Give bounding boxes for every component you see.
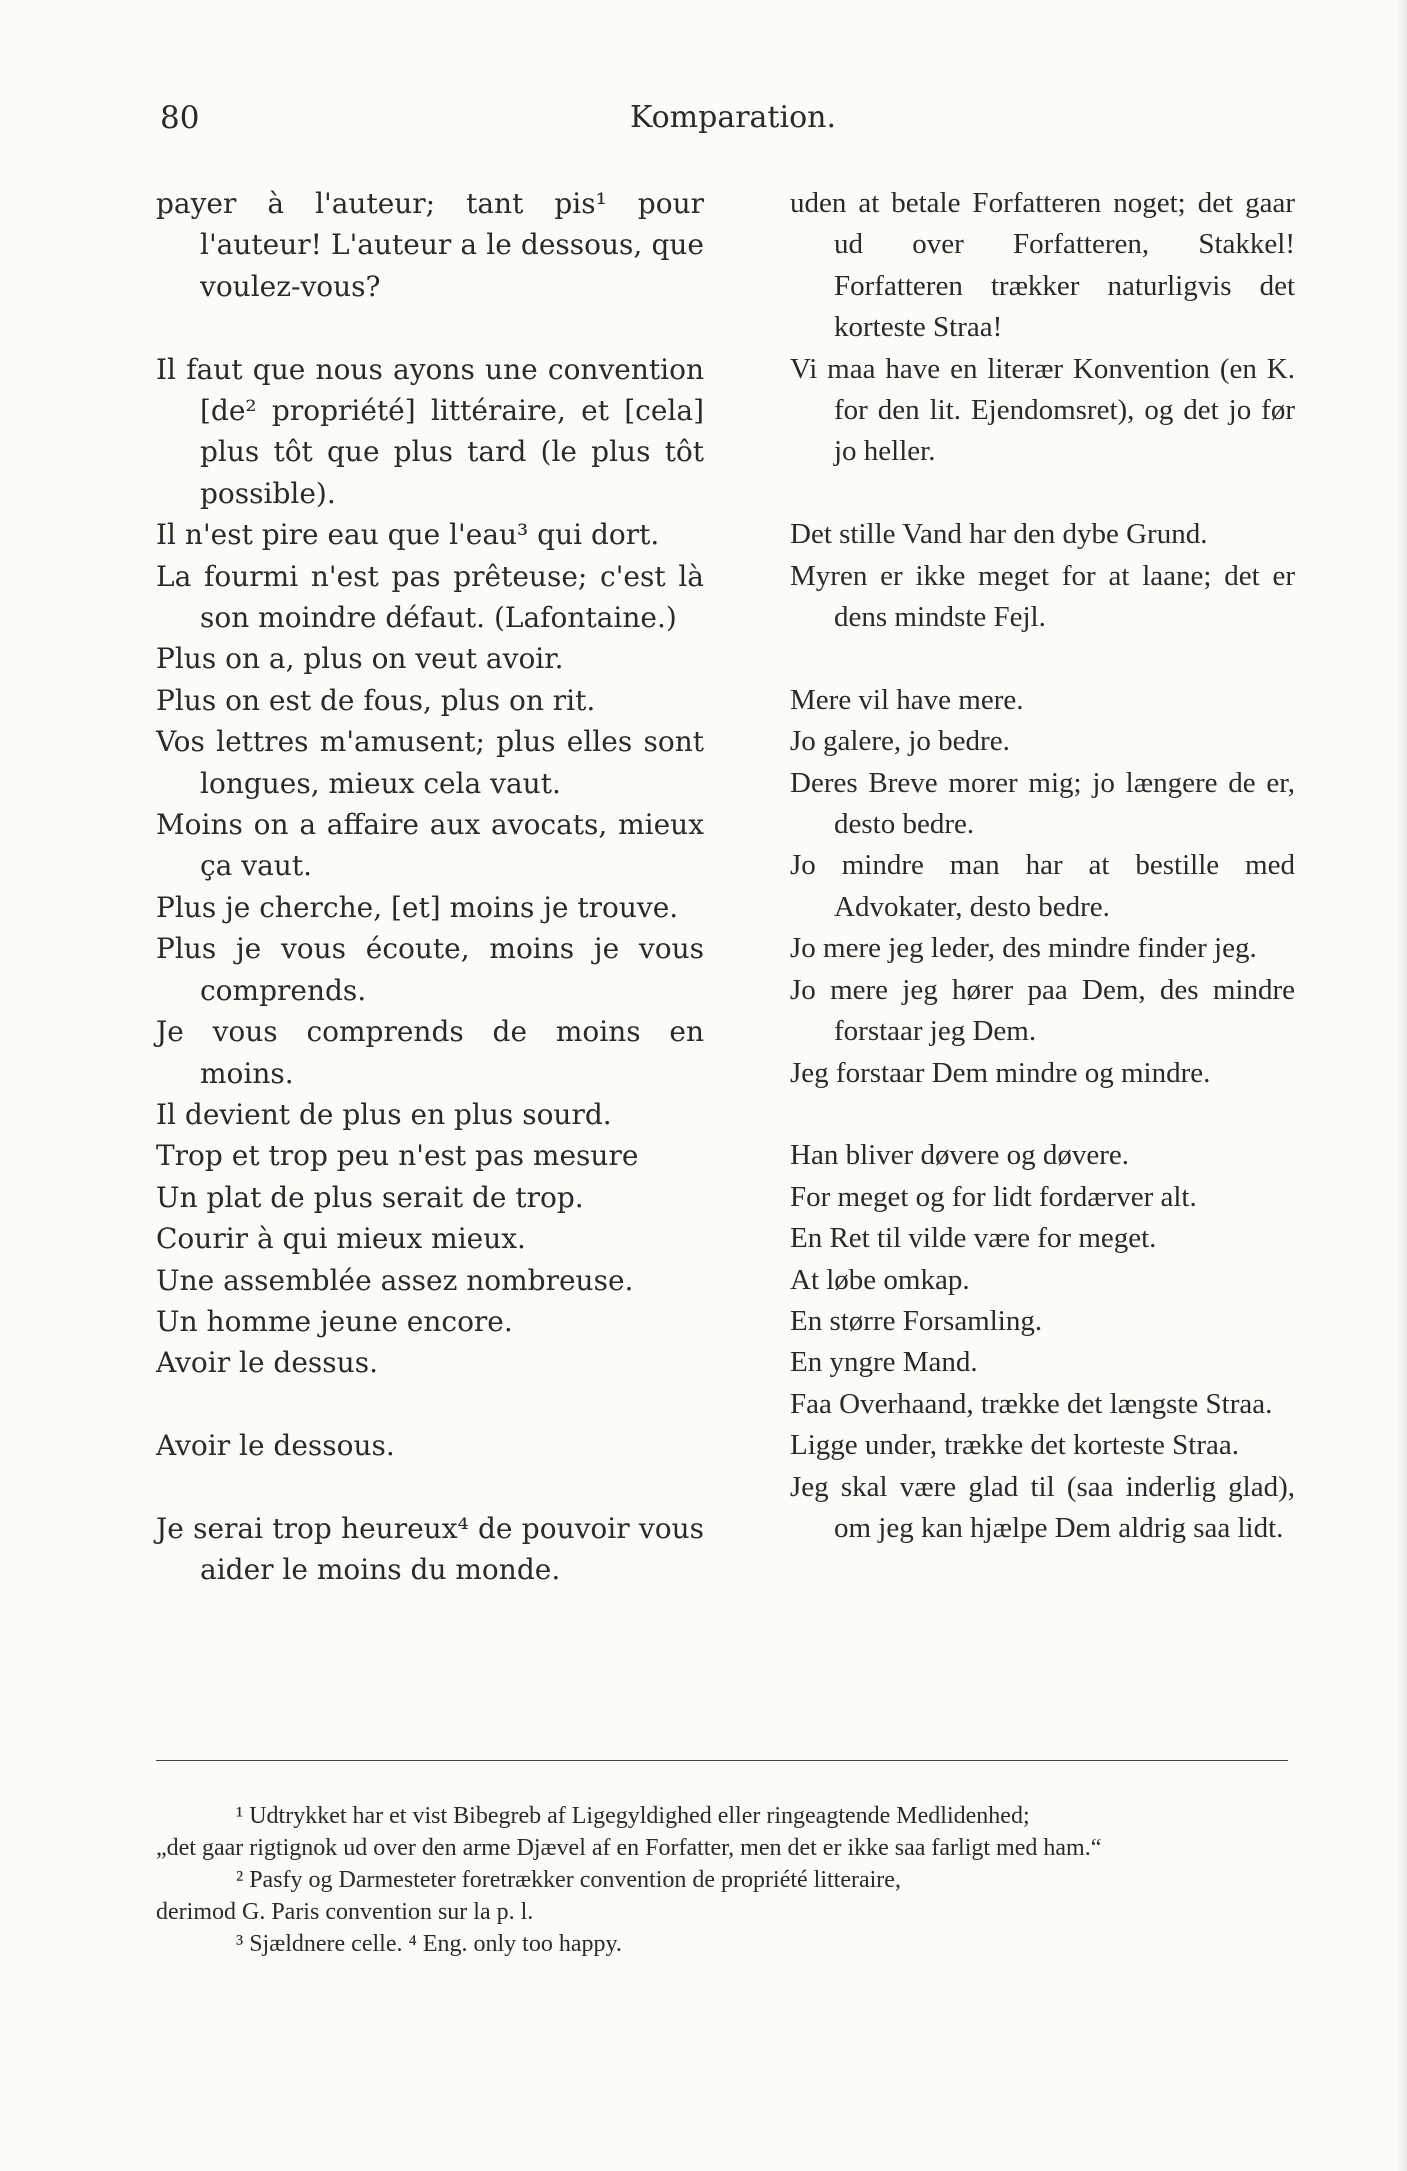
left-entry: Plus je vous écoute, moins je vous comprends. — [156, 932, 704, 1007]
footnote-divider — [156, 1760, 1288, 1761]
blank-line — [156, 307, 704, 348]
blank-line — [790, 1094, 1295, 1135]
page-header — [160, 100, 1290, 150]
right-entry: Vi maa have en literær Konvention (en K. for den lit. Ejendomsret), og det jo før jo heller. — [790, 352, 1295, 468]
left-entry: Vos lettres m'amusent; plus elles sont longues, mieux cela vaut. — [156, 725, 704, 800]
left-entry: Une assemblée assez nombreuse. — [156, 1263, 634, 1297]
right-entry: Ligge under, trække det korteste Straa. — [790, 1429, 1240, 1462]
right-entry: Jeg skal være glad til (saa inderlig glad), om jeg kan hjælpe Dem aldrig saa lidt. — [790, 1470, 1295, 1544]
left-entry: Il n'est pire eau que l'eau³ qui dort. — [156, 518, 660, 552]
footnote-3-4: ³ Sjældnere celle. ⁴ Eng. only too happy. — [236, 1931, 622, 1957]
right-entry: Det stille Vand har den dybe Grund. — [790, 518, 1208, 551]
right-entry: En større Forsamling. — [790, 1304, 1043, 1337]
running-title: Komparation. — [630, 100, 837, 135]
right-entry: Jo mere jeg hører paa Dem, des mindre forstaar jeg Dem. — [790, 973, 1295, 1048]
right-entry: Jo mere jeg leder, des mindre finder jeg. — [790, 932, 1257, 965]
left-entry: Courir à qui mieux mieux. — [156, 1222, 526, 1256]
left-entry: Moins on a affaire aux avocats, mieux ça vaut. — [156, 808, 704, 883]
right-entry: Jo galere, jo bedre. — [790, 725, 1010, 758]
left-entry: La fourmi n'est pas prêteuse; c'est là son moindre défaut. (Lafontaine.) — [156, 559, 704, 635]
right-entry: En yngre Mand. — [790, 1346, 978, 1379]
page-edge — [1397, 0, 1407, 2171]
footnote-2-continuation: derimod G. Paris convention sur la p. l. — [156, 1899, 534, 1925]
left-entry: Il devient de plus en plus sourd. — [156, 1097, 612, 1131]
left-entry: payer à l'auteur; tant pis¹ pour l'auteur! L'auteur a le dessous, que voulez-vous? — [156, 187, 704, 303]
blank-line — [790, 638, 1295, 679]
left-entry: Plus je cherche, [et] moins je trouve. — [156, 890, 679, 924]
left-entry: Je serai trop heureux⁴ de pouvoir vous aider le moins du monde. — [156, 1511, 704, 1587]
right-column-danish — [790, 183, 1295, 1549]
right-entry: Jeg forstaar Dem mindre og mindre. — [790, 1056, 1211, 1089]
left-entry: Avoir le dessus. — [156, 1346, 378, 1380]
page-number: 80 — [160, 100, 200, 136]
right-entry: At løbe omkap. — [790, 1263, 970, 1296]
left-entry: Plus on est de fous, plus on rit. — [156, 683, 596, 717]
right-entry: Deres Breve morer mig; jo længere de er, desto bedre. — [790, 766, 1295, 841]
left-entry: Plus on a, plus on veut avoir. — [156, 642, 564, 676]
right-entry: Mere vil have mere. — [790, 683, 1024, 716]
left-entry: Avoir le dessous. — [156, 1429, 395, 1463]
right-entry: For meget og for lidt fordærver alt. — [790, 1180, 1197, 1213]
blank-line — [790, 473, 1295, 514]
blank-line — [156, 1384, 704, 1425]
left-entry: Un plat de plus serait de trop. — [156, 1180, 584, 1214]
left-entry: Un homme jeune encore. — [156, 1304, 513, 1338]
right-entry: uden at betale Forfatteren noget; det gaar ud over Forfatteren, Stakkel! Forfatteren trækker naturligvis det korteste Straa! — [790, 187, 1295, 344]
footnotes — [156, 1800, 1288, 1960]
left-column-french — [156, 183, 704, 1591]
right-entry: En Ret til vilde være for meget. — [790, 1222, 1157, 1255]
footnote-1: ¹ Udtrykket har et vist Bibegreb af Ligegyldighed eller ringeagtende Medlidenhed; — [236, 1803, 1030, 1829]
right-entry: Myren er ikke meget for at laane; det er dens mindste Fejl. — [790, 559, 1295, 634]
right-entry: Han bliver døvere og døvere. — [790, 1139, 1130, 1172]
right-entry: Jo mindre man har at bestille med Advokater, desto bedre. — [790, 849, 1295, 923]
left-entry: Je vous comprends de moins en moins. — [156, 1015, 704, 1090]
left-entry: Trop et trop peu n'est pas mesure — [156, 1139, 639, 1173]
left-entry: Il faut que nous ayons une convention [de² propriété] littéraire, et [cela] plus tôt que plus tard (le plus tôt possible). — [156, 352, 704, 510]
blank-line — [156, 1467, 704, 1508]
right-entry: Faa Overhaand, trække det længste Straa. — [790, 1387, 1273, 1420]
footnote-2: ² Pasfy og Darmesteter foretrækker convention de propriété litteraire, — [236, 1867, 901, 1893]
footnote-1-continuation: „det gaar rigtignok ud over den arme Djævel af en Forfatter, men det er ikke saa farligt med ham.“ — [156, 1835, 1102, 1861]
